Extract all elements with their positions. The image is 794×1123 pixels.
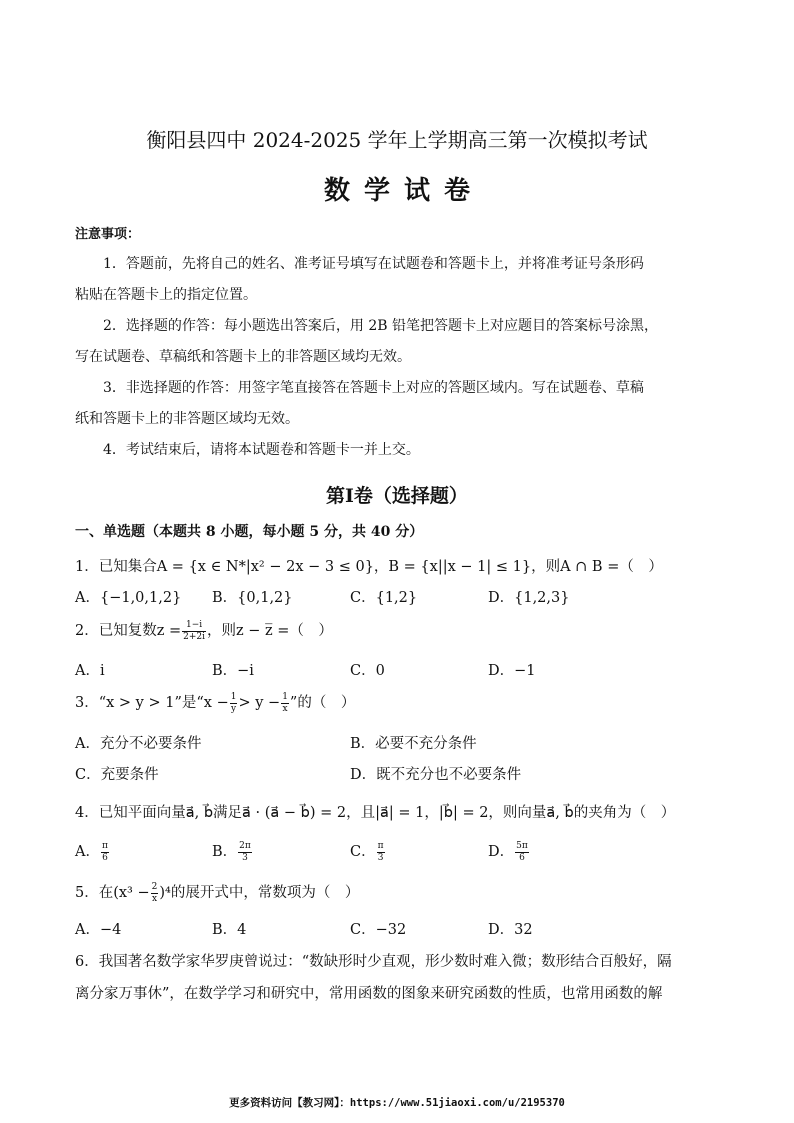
section-subtitle: 一、单选题（本题共 8 小题，每小题 5 分，共 40 分） (75, 524, 424, 540)
q3-part-1: 3．“x > y > 1”是“x − (75, 695, 229, 711)
question-4: 4．已知平面向量a⃗, b⃗满足a⃗ · (a⃗ − b⃗) = 2，且|a⃗| = 1，|b⃗| = 2，则向量a⃗, b⃗的夹角为（ ） (75, 805, 676, 821)
exam-title: 衡阳县四中 2024-2025 学年上学期高三第一次模拟考试 (146, 128, 648, 152)
q1-option-c: C．{1,2} (350, 590, 418, 606)
notice-heading: 注意事项： (75, 227, 141, 242)
q5-option-d: D．32 (488, 922, 533, 938)
q3-option-c: C．充要条件 (75, 767, 159, 783)
q3-f1-num: 1 (230, 691, 237, 702)
exam-subtitle: 数学试卷 (323, 176, 484, 206)
question-6-line-1: 6．我国著名数学家华罗庚曾说过：“数缺形时少直观，形少数时难入微；数形结合百般好，隔 (75, 954, 672, 970)
q4-option-a (75, 840, 110, 864)
question-2 (75, 619, 333, 643)
question-6-line-2: 离分家万事休”，在数学学习和研究中，常用函数的图象来研究函数的性质，也常用函数的解 (75, 986, 663, 1002)
q4-a-label: A． (75, 844, 100, 860)
notice-line-6: 纸和答题卡上的非答题区域均无效。 (75, 411, 299, 427)
q3-option-b: B．必要不充分条件 (350, 736, 477, 752)
q1-option-d: D．{1,2,3} (488, 590, 570, 606)
q4-d-frac (515, 841, 529, 864)
q5-option-b: B．4 (212, 922, 247, 938)
q4-option-d (488, 840, 530, 864)
q3-f2-den: x (282, 703, 288, 714)
notice-line-7: 4．考试结束后，请将本试题卷和答题卡一并上交。 (103, 442, 420, 458)
q5-f-num: 2 (151, 881, 158, 892)
q2-frac-num: 1−i (182, 620, 206, 632)
q3-f1-den: y (231, 703, 237, 714)
q4-option-b (212, 840, 253, 864)
q2-frac-den: 2+2i (183, 631, 205, 642)
q3-part-3: ”的（ ） (289, 695, 356, 711)
q5-option-c: C．−32 (350, 922, 407, 938)
q4-option-c (350, 840, 386, 864)
q5-option-a: A．−4 (75, 922, 122, 938)
question-5 (75, 881, 359, 905)
q2-prefix: 2．已知复数z = (75, 623, 182, 639)
q2-option-c: C．0 (350, 663, 385, 679)
q4-c-label: C． (350, 844, 376, 860)
q4-b-frac (238, 841, 252, 864)
q2-suffix: ，则z − z̅ =（ ） (207, 623, 333, 639)
notice-line-4: 写在试题卷、草稿纸和答题卡上的非答题区域均无效。 (75, 349, 411, 365)
q4-c-num: π (377, 840, 384, 851)
q5-fraction (151, 882, 159, 905)
q4-b-den: 3 (242, 852, 248, 863)
q4-a-num: π (101, 840, 108, 851)
question-1: 1．已知集合A = {x ∈ N*|x² − 2x − 3 ≤ 0}，B = {x||x − 1| ≤ 1}，则A ∩ B =（ ） (75, 559, 663, 575)
question-3 (75, 691, 355, 715)
q4-a-frac (101, 841, 109, 864)
q3-option-d: D．既不充分也不必要条件 (350, 767, 522, 783)
q4-d-num: 5π (516, 840, 528, 851)
q3-fraction-1 (230, 692, 238, 715)
notice-line-2: 粘贴在答题卡上的指定位置。 (75, 287, 257, 303)
q4-d-label: D． (488, 844, 515, 860)
q4-c-frac (377, 841, 385, 864)
q2-fraction (182, 620, 206, 643)
q3-part-2: > y − (238, 695, 281, 711)
q4-a-den: 6 (102, 852, 108, 863)
q3-fraction-2 (281, 692, 289, 715)
q1-option-a: A．{−1,0,1,2} (75, 590, 182, 606)
q5-f-den: x (151, 893, 158, 904)
notice-line-1: 1．答题前，先将自己的姓名、准考证号填写在试题卷和答题卡上，并将准考证号条形码 (103, 256, 644, 272)
q4-b-label: B． (212, 844, 238, 860)
section-title: 第Ⅰ卷（选择题） (326, 485, 468, 507)
q4-d-den: 6 (519, 852, 525, 863)
notice-line-3: 2．选择题的作答：每小题选出答案后，用 2B 铅笔把答题卡上对应题目的答案标号涂黑， (103, 318, 659, 334)
q2-option-b: B．−i (212, 663, 254, 679)
notice-line-5: 3．非选择题的作答：用签字笔直接答在答题卡上对应的答题区域内。写在试题卷、草稿 (103, 380, 644, 396)
q4-c-den: 3 (377, 852, 384, 863)
q5-part-2: )⁴的展开式中，常数项为（ ） (159, 885, 360, 901)
q3-option-a: A．充分不必要条件 (75, 736, 202, 752)
q2-option-a: A．i (75, 663, 105, 679)
q4-b-num: 2π (239, 840, 251, 851)
q1-option-b: B．{0,1,2} (212, 590, 293, 606)
q2-option-d: D．−1 (488, 663, 536, 679)
footer-link-text[interactable]: 更多资料访问【教习网】：https://www.51jiaoxi.com/u/2195370 (229, 1097, 565, 1109)
q5-part-1: 5．在(x³ − (75, 885, 150, 901)
q3-f2-num: 1 (282, 691, 288, 702)
